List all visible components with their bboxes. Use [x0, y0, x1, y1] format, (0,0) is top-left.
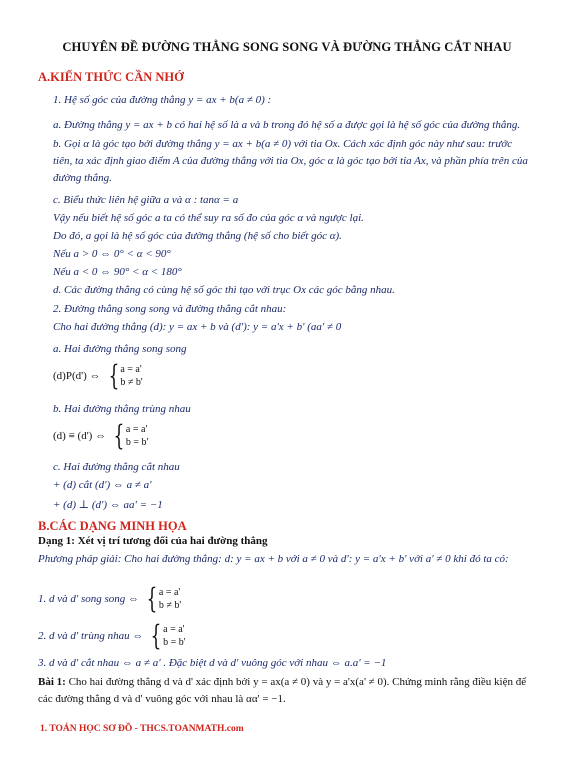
a-line-10: 2. Đường thẳng song song và đường thẳng cắt nhau:	[53, 303, 287, 315]
brace-icon: {	[146, 582, 158, 615]
a-line-4: c. Biểu thức liên hệ giữa a và α : tanα = a	[53, 194, 239, 206]
a-line-2: a. Đường thẳng y = ax + b có hai hệ số là a và b trong đó hệ số a được gọi là hệ số góc của đường thẳng.	[53, 119, 521, 131]
case-1-row-1: a = a'	[158, 587, 181, 598]
parallel-row-1: a = a'	[120, 364, 142, 375]
a-line-13: b. Hai đường thẳng trùng nhau	[53, 403, 191, 415]
coincide-system	[53, 419, 149, 452]
a-line-6: Do đó, a gọi là hệ số góc của đường thẳng (hệ số cho biết góc α).	[53, 230, 342, 242]
section-b-heading: B.CÁC DẠNG MINH HỌA	[38, 519, 187, 533]
case-1-row-2: b ≠ b'	[158, 600, 182, 611]
exercise-1	[38, 674, 538, 708]
page-footer: 1. TOÁN HỌC SƠ ĐỒ - THCS.TOANMATH.com	[40, 724, 244, 734]
a-line-11: Cho hai đường thẳng (d): y = ax + b và (d'): y = a'x + b' (aa' ≠ 0	[53, 321, 342, 333]
case-2-row-1: a = a'	[163, 624, 185, 635]
case-2-system	[38, 619, 186, 652]
a-line-5: Vậy nếu biết hệ số góc a ta có thể suy ra số đo của góc α và ngược lại.	[53, 212, 364, 224]
brace-icon: {	[113, 419, 125, 452]
case-2-lead: 2. d và d' trùng nhau ⇔	[38, 630, 144, 642]
brace-icon: {	[150, 619, 162, 652]
parallel-lead: (d)P(d') ⇔	[53, 370, 101, 382]
a-line-16: + (d) ⊥ (d') ⇔ aa' = −1	[53, 499, 163, 511]
coincide-row-1: a = a'	[125, 424, 148, 435]
a-line-12: a. Hai đường thẳng song song	[53, 343, 187, 355]
a-line-8: Nếu a < 0 ⇔ 90° < α < 180°	[53, 266, 182, 278]
a-line-15: + (d) cắt (d') ⇔ a ≠ a'	[53, 479, 152, 491]
section-a-heading: A.KIẾN THỨC CẦN NHỚ	[38, 70, 184, 84]
coincide-lead: (d) ≡ (d') ⇔	[53, 430, 107, 442]
case-3-text: 3. d và d' cắt nhau ⇔ a ≠ a' . Đặc biệt d và d' vuông góc với nhau ⇔ a.a' = −1	[38, 657, 387, 669]
parallel-row-2: b ≠ b'	[120, 377, 143, 388]
brace-icon: {	[108, 359, 119, 392]
case-2-row-2: b = b'	[163, 637, 186, 648]
coincide-row-2: b = b'	[125, 437, 149, 448]
exercise-1-text: Cho hai đường thẳng d và d' xác định bởi y = ax(a ≠ 0) và y = a'x(a' ≠ 0). Chứng minh rằng điều kiện để các đường thẳng d và d' vuông góc với nhau là αα' = −1.	[38, 676, 527, 705]
method-text: Phương pháp giải: Cho hai đường thẳng: d: y = ax + b với a ≠ 0 và d': y = a'x + b' với a' ≠ 0 khi đó ta có:	[38, 553, 509, 565]
a-line-3: b. Gọi α là góc tạo bởi đường thẳng y = ax + b(a ≠ 0) với tia Ox. Cách xác định góc này như sau: trước tiên, ta xác định giao điểm A của đường thẳng với tia Ox, góc α là góc tạo bởi tia Ax, và phần phía trên của đường thẳng.	[53, 138, 528, 184]
a-line-1: 1. Hệ số góc của đường thẳng y = ax + b(a ≠ 0) :	[53, 94, 272, 106]
dang-1-heading: Dạng 1: Xét vị trí tương đối của hai đường thẳng	[38, 535, 268, 547]
case-1-system	[38, 582, 182, 615]
parallel-system	[53, 359, 143, 392]
case-1-lead: 1. d và d' song song ⇔	[38, 593, 140, 605]
a-line-14: c. Hai đường thẳng cắt nhau	[53, 461, 180, 473]
document-title: CHUYÊN ĐỀ ĐƯỜNG THẲNG SONG SONG VÀ ĐƯỜNG THẲNG CẮT NHAU	[62, 40, 512, 54]
a-line-7: Nếu a > 0 ⇔ 0° < α < 90°	[53, 248, 171, 260]
a-line-9: d. Các đường thẳng có cùng hệ số góc thì tạo với trục Ox các góc bằng nhau.	[53, 284, 395, 296]
exercise-1-label: Bài 1:	[38, 676, 66, 688]
